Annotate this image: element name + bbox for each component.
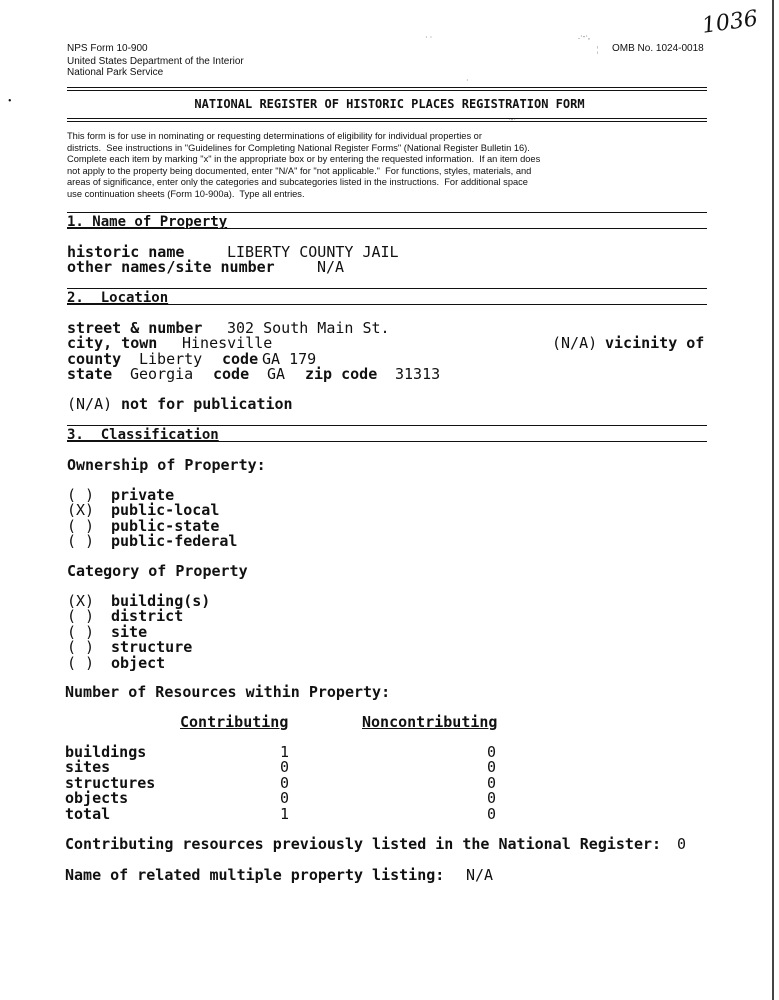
category-mark: ( ) [67,638,95,657]
ownership-mark: ( ) [67,532,95,551]
previously-listed-label: Contributing resources previously listed in the National Register: [65,835,662,853]
ownership-option: public-local [111,501,220,520]
scan-speck: · · [425,33,433,42]
street-value: 302 South Main St. [227,319,390,337]
category-option: structure [111,638,193,657]
resource-noncontributing: 0 [487,804,497,823]
section-rule [67,212,707,213]
section-rule [67,304,707,305]
ownership-option: private [111,486,175,504]
state-label: state [67,365,113,384]
scan-speck: • [8,96,12,107]
instructions-line: This form is for use in nominating or requesting determinations of eligibility for individual properties or [67,131,482,141]
title-rule [67,121,707,122]
resource-row-label: sites [65,758,111,777]
historic-name-label: historic name [67,243,185,261]
state-code-label: code [213,365,250,384]
header-rule [67,87,707,88]
ownership-label: Ownership of Property: [67,456,266,474]
city-label: city, town [67,334,158,353]
category-mark: ( ) [67,622,95,641]
service: National Park Service [67,67,164,78]
publication-mark: (N/A) [67,395,113,413]
resource-noncontributing: 0 [487,743,497,761]
contributing-header: Contributing [180,713,289,731]
instructions-line: districts. See instructions in "Guidelines for Completing National Register Forms" (National Register Bulletin 16). [67,142,530,153]
category-mark: (X) [67,592,95,610]
resource-contributing: 0 [280,773,290,792]
category-option: district [111,607,184,626]
omb-number: OMB No. 1024-0018 [612,43,704,54]
category-mark: ( ) [67,653,95,672]
scan-edge [772,0,774,1000]
category-mark: ( ) [67,607,95,626]
previously-listed-value: 0 [677,835,687,853]
county-code-label: code [222,349,259,368]
category-option: site [111,622,148,641]
publication-label: not for publication [121,395,293,413]
county-value: Liberty [139,349,203,368]
section2-heading: 2. Location [67,290,169,306]
resource-noncontributing: 0 [487,789,497,808]
county-code-value: GA 179 [262,349,317,368]
scan-speck: ·-· [508,115,516,124]
street-label: street & number [67,319,203,337]
section-rule [67,288,707,289]
ownership-mark: ( ) [67,516,95,535]
ownership-mark: ( ) [67,486,95,504]
multiple-listing-value: N/A [466,866,494,884]
multiple-listing-label: Name of related multiple property listing: [65,866,445,884]
instructions-line: Complete each item by marking "x" in the appropriate box or by entering the requested information. If an item does [67,154,541,165]
other-names-value: N/A [317,258,345,277]
zip-label: zip code [305,365,378,384]
section-rule [67,425,707,426]
instructions-line: not apply to the property being documented, enter "N/A" for "not applicable." For functions, styles, materials, and [67,165,532,176]
resource-noncontributing: 0 [487,773,497,792]
state-code-value: GA [267,365,286,384]
instructions-line: use continuation sheets (Form 10-900a). Type all entries. [67,189,305,199]
ownership-option: public-state [111,516,220,535]
scan-speck: · [466,76,469,85]
zip-value: 31313 [395,365,441,384]
other-names-label: other names/site number [67,258,275,277]
vicinity-label: vicinity of [605,334,705,353]
state-value: Georgia [130,365,194,384]
section1-heading: 1. Name of Property [67,214,228,230]
department: United States Department of the Interior [67,56,244,67]
ownership-option: public-federal [111,532,238,551]
county-label: county [67,349,122,368]
header-rule [67,90,707,91]
category-label: Category of Property [67,562,248,580]
instructions-line: areas of significance, enter only the categories and subcategories listed in the instructions. For additional space [67,177,528,188]
historic-name-value: LIBERTY COUNTY JAIL [227,243,399,261]
category-option: building(s) [111,592,211,610]
title-rule [67,118,707,119]
section3-heading: 3. Classification [67,427,219,443]
resource-row-label: objects [65,789,129,808]
resource-contributing: 1 [280,743,290,761]
resource-noncontributing: 0 [487,758,497,777]
resources-label: Number of Resources within Property: [65,683,391,701]
vicinity-value: (N/A) [552,334,598,353]
resource-contributing: 0 [280,758,290,777]
form-title: NATIONAL REGISTER OF HISTORIC PLACES REGISTRATION FORM [194,97,585,111]
resource-row-label: structures [65,773,156,792]
noncontributing-header: Noncontributing [362,713,498,731]
section-rule [67,228,707,229]
category-option: object [111,653,166,672]
resource-contributing: 1 [280,804,290,823]
city-value: Hinesville [182,334,273,353]
scan-speck: .·-·, [578,32,590,41]
form-number: NPS Form 10-900 [67,43,148,54]
scan-speck: ¦ [597,45,599,54]
section-rule [67,441,707,442]
handwritten-number: 1036 [700,6,760,39]
resource-row-label: total [65,804,111,823]
resource-row-label: buildings [65,743,147,761]
ownership-mark: (X) [67,501,95,520]
resource-contributing: 0 [280,789,290,808]
